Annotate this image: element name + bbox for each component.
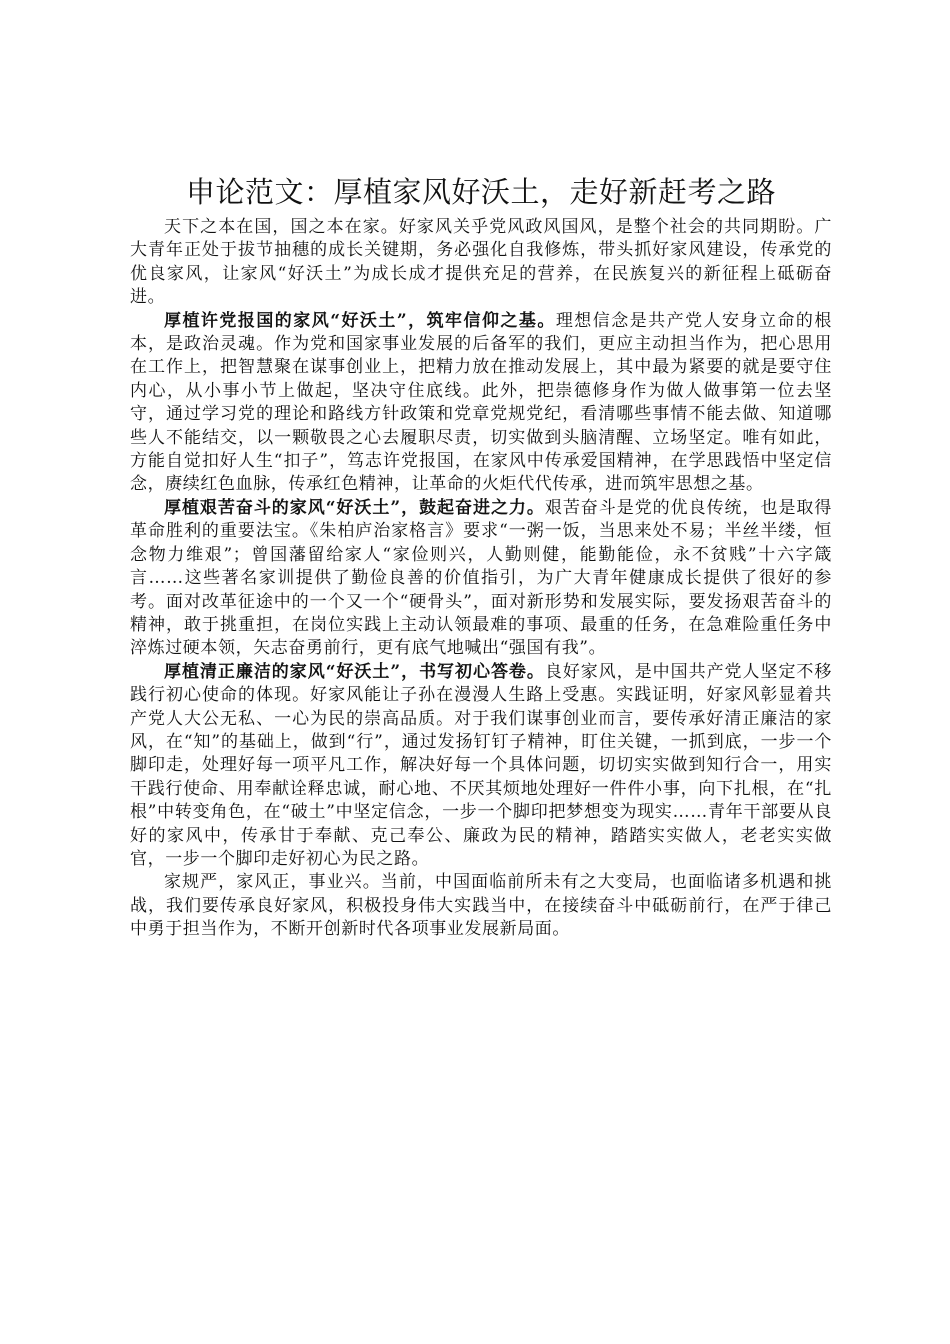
paragraph-section-1: [130, 310, 832, 497]
paragraph-lead: 厚植许党报国的家风“好沃土”，筑牢信仰之基。: [164, 310, 556, 331]
document-title: 申论范文：厚植家风好沃土，走好新赶考之路: [185, 175, 776, 209]
paragraph-text: 理想信念是共产党人安身立命的根本，是政治灵魂。作为党和国家事业发展的后备军的我们，更应主动担当作为，把心思用在工作上，把智慧聚在谋事创业上，把精力放在推动发展上，其中最为紧要的就是要守住内心，从小事小节上做起，坚决守住底线。此外，把崇德修身作为做人做事第一位去坚守，通过学习党的理论和路线方针政策和党章党规党纪，看清哪些事情不能去做、知道哪些人不能结交，以一颗敬畏之心去履职尽责，切实做到头脑清醒、立场坚定。唯有如此，方能自觉扣好人生“扣子”，笃志许党报国，在家风中传承爱国精神，在学思践悟中坚定信念，赓续红色血脉，传承红色精神，让革命的火炬代代传承，进而筑牢思想之基。: [130, 310, 832, 495]
paragraph-text: 家规严，家风正，事业兴。当前，中国面临前所未有之大变局，也面临诸多机遇和挑战，我们要传承良好家风，积极投身伟大实践当中，在接续奋斗中砥砺前行，在严于律己中勇于担当作为，不断开创新时代各项事业发展新局面。: [130, 872, 832, 940]
paragraph-section-2: [130, 497, 832, 661]
paragraph-lead: 厚植清正廉洁的家风“好沃土”，书写初心答卷。: [164, 661, 545, 682]
paragraph-text: 艰苦奋斗是党的优良传统，也是取得革命胜利的重要法宝。《朱柏庐治家格言》要求“一粥一饭，当思来处不易；半丝半缕，恒念物力维艰”；曾国藩留给家人“家俭则兴，人勤则健，能勤能俭，永不贫贱”十六字箴言……这些著名家训提供了勤俭良善的价值指引，为广大青年健康成长提供了很好的参考。面对改革征途中的一个又一个“硬骨头”，面对新形势和发展实际，要发扬艰苦奋斗的精神，敢于挑重担，在岗位实践上主动认领最难的事项、最重的任务，在急难险重任务中淬炼过硬本领，矢志奋勇前行，更有底气地喊出“强国有我”。: [130, 497, 832, 659]
paragraph-text: 天下之本在国，国之本在家。好家风关乎党风政风国风，是整个社会的共同期盼。广大青年正处于拔节抽穗的成长关键期，务必强化自我修炼，带头抓好家风建设，传承党的优良家风，让家风“好沃土”为成长成才提供充足的营养，在民族复兴的新征程上砥砺奋进。: [130, 217, 832, 308]
paragraph-section-3: [130, 661, 832, 872]
paragraph-text: 良好家风，是中国共产党人坚定不移践行初心使命的体现。好家风能让子孙在漫漫人生路上受惠。实践证明，好家风彰显着共产党人大公无私、一心为民的崇高品质。对于我们谋事创业而言，要传承好清正廉洁的家风，在“知”的基础上，做到“行”，通过发扬钉钉子精神，盯住关键，一抓到底，一步一个脚印走，处理好每一项平凡工作，解决好每一个具体问题，切切实实做到知行合一，用实干践行使命、用奉献诠释忠诚，耐心地、不厌其烦地处理好一件件小事，向下扎根，在“扎根”中转变角色，在“破土”中坚定信念，一步一个脚印把梦想变为现实……青年干部要从良好的家风中，传承甘于奉献、克己奉公、廉政为民的精神，踏踏实实做人，老老实实做官，一步一个脚印走好初心为民之路。: [130, 661, 832, 869]
paragraph-intro: [130, 216, 832, 310]
document-body: [130, 172, 832, 942]
paragraph-lead: 厚植艰苦奋斗的家风“好沃土”，鼓起奋进之力。: [164, 497, 545, 518]
paragraph-conclusion: [130, 871, 832, 941]
